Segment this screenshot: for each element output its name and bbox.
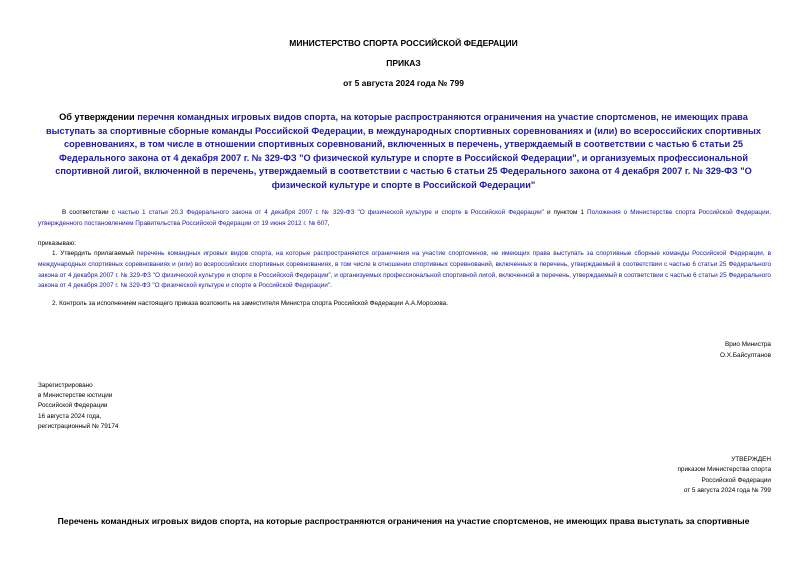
regulation-link[interactable]: Положения о Министерстве спорта Российской Федерации, утвержденного постановлением Правительства Российской Федерации от 19 июня 2012 г. № 607 [38, 209, 771, 227]
signature-name: О.Х.Байсултанов [720, 352, 771, 359]
clause-1-text-a: 1. Утвердить прилагаемый [52, 250, 137, 257]
approval-line: от 5 августа 2024 года № 799 [683, 487, 771, 495]
signature-position: Врио Министра [725, 341, 771, 348]
registration-line: 16 августа 2024 года, [38, 412, 102, 420]
registration-line: регистрационный № 79174 [38, 422, 119, 430]
date-number-heading: от 5 августа 2024 года № 799 [343, 78, 464, 88]
ministry-heading: МИНИСТЕРСТВО СПОРТА РОССИЙСКОЙ ФЕДЕРАЦИИ [289, 38, 518, 48]
list-title: Перечень командных игровых видов спорта, на которые распространяются ограничения на участие спортсменов, не имеющих права выступать за спортивные [57, 516, 750, 526]
approval-line: УТВЕРЖДЕН [731, 456, 771, 463]
registration-line: в Министерстве юстиции [38, 392, 113, 400]
approval-line: приказом Министерства спорта [677, 466, 771, 474]
registration-block [38, 381, 118, 432]
order-title-link[interactable]: перечня командных игровых видов спорта, на которые распространяются ограничения на участие спортсменов, не имеющих права выступать за спортивные сборные команды Российской Федерации, в международных спортивных соревнованиях и (или) во всероссийских спортивных соревнованиях, в том числе в отношении спортивных соревнований, включенных в перечень, утверждаемый в соответствии с частью 6 статьи 25 Федерального закона от 4 декабря 2007 г. № 329-ФЗ "О физической культуре и спорте в Российской Федерации", и организуемых профессиональной спортивной лигой, включенной в перечень, утверждаемый в соответствии с частью 6 статьи 25 Федерального закона от 4 декабря 2007 г. № 329-ФЗ "О физической культуре и спорте в Российской Федерации" [46, 112, 761, 190]
preamble-text-b: и пунктом 1 [543, 209, 587, 216]
preamble-text-a: В соответствии с [62, 209, 118, 216]
registration-line: Зарегистрировано [38, 382, 93, 389]
clause-2: 2. Контроль за исполнением настоящего приказа возложить на заместителя Министра спорта Российской Федерации А.А.Морозова. [52, 300, 449, 307]
preamble-paragraph [38, 208, 771, 230]
approval-line: Российской Федерации [701, 476, 771, 484]
registration-line: Российской Федерации [38, 402, 108, 410]
clause-1 [38, 249, 771, 292]
approval-block [677, 455, 771, 497]
preamble-text-c: , [327, 219, 330, 227]
list-link[interactable]: перечень командных игровых видов спорта, на которые распространяются ограничения на участие спортсменов, не имеющих права выступать за спортивные сборные команды Российской Федерации, в международных спортивных соревнованиях и (или) во всероссийских спортивных соревнованиях, в том числе в отношении спортивных соревнований, включенных в перечень, утверждаемый в соответствии с частью 6 статьи 25 Федерального закона от 4 декабря 2007 г. № 329-ФЗ "О физической культуре и спорте в Российской Федерации", и организуемых профессиональной спортивной лигой, включенной в перечень, утверждаемый в соответствии с частью 6 статьи 25 Федерального закона от 4 декабря 2007 г. № 329-ФЗ "О физической культуре и спорте в Российской Федерации" [38, 250, 771, 290]
order-title-prefix: Об утверждении [59, 112, 138, 122]
doc-type-heading: ПРИКАЗ [386, 58, 421, 68]
signature-block [720, 339, 771, 361]
order-word: приказываю: [38, 240, 76, 247]
order-title [36, 111, 771, 192]
clause-1-text-b: . [330, 282, 332, 290]
law-link[interactable]: частью 1 статьи 20.3 Федерального закона от 4 декабря 2007 г. № 329-ФЗ "О физической культуре и спорте в Российской Федерации" [117, 209, 544, 216]
